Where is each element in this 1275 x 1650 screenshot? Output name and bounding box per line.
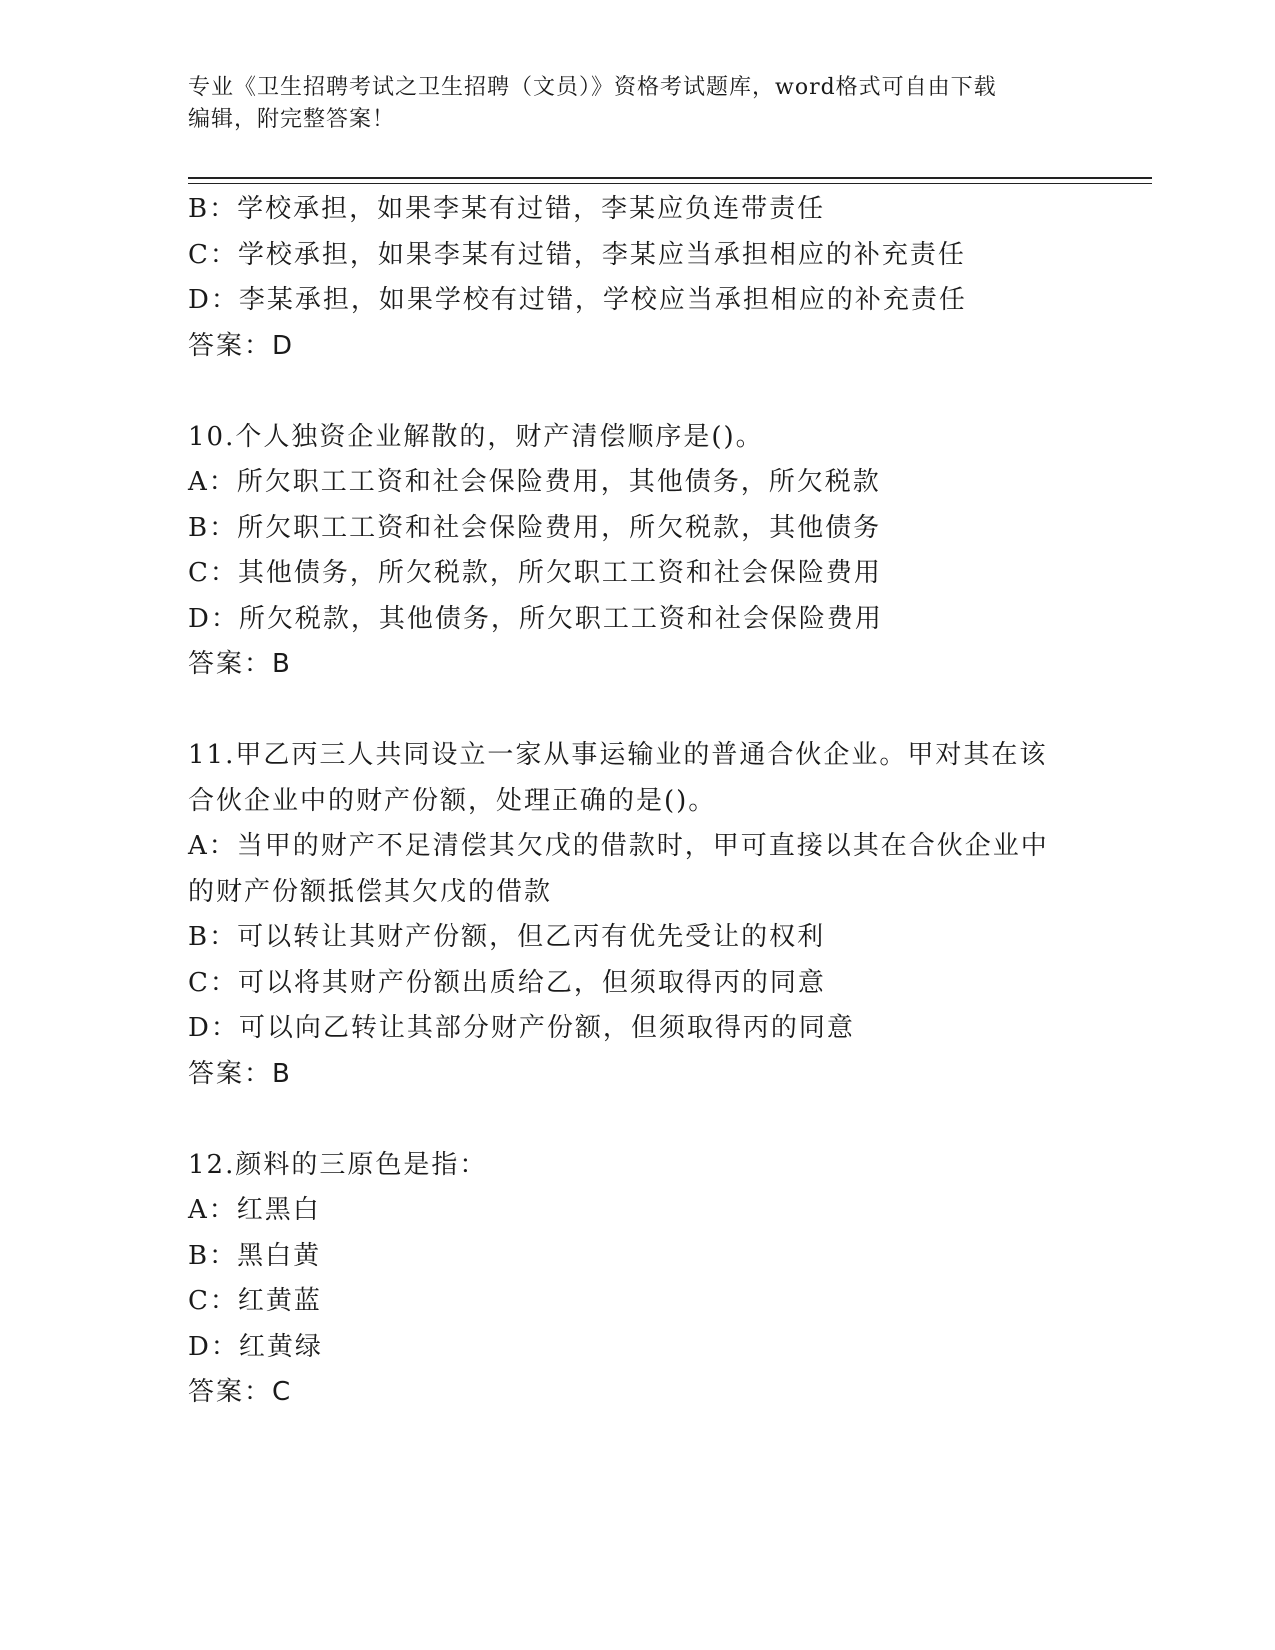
option-d: D：红黄绿 <box>188 1331 323 1362</box>
option-d: D：所欠税款，其他债务，所欠职工工资和社会保险费用 <box>188 603 883 634</box>
option-b: B：可以转让其财产份额，但乙丙有优先受让的权利 <box>188 922 826 952</box>
option-c: C：可以将其财产份额出质给乙，但须取得丙的同意 <box>188 967 826 998</box>
option-c: C：红黄蓝 <box>188 1286 322 1316</box>
header-rule-thin <box>188 183 1152 184</box>
question-9-tail <box>188 187 1088 369</box>
question-stem-line-2: 合伙企业中的财产份额，处理正确的是()。 <box>188 785 717 816</box>
question-stem-line-1: 11.甲乙丙三人共同设立一家从事运输业的普通合伙企业。甲对其在该 <box>188 740 1048 770</box>
spacer <box>188 369 1088 415</box>
option-a: A：所欠职工工资和社会保险费用，其他债务，所欠税款 <box>188 467 881 497</box>
option-a: A：红黑白 <box>188 1195 321 1225</box>
question-stem: 12.颜料的三原色是指： <box>188 1149 488 1180</box>
option-d: D：李某承担，如果学校有过错，学校应当承担相应的补充责任 <box>188 285 967 315</box>
answer: 答案：B <box>188 649 292 679</box>
document-header <box>188 72 1088 136</box>
option-b: B：学校承担，如果李某有过错，李某应负连带责任 <box>188 194 826 224</box>
question-list <box>188 187 1088 1416</box>
header-rule-thick <box>188 177 1152 179</box>
header-line-1: 专业《卫生招聘考试之卫生招聘（文员）》资格考试题库，word格式可自由下载 <box>188 75 997 100</box>
question-11 <box>188 733 1088 1097</box>
option-a-line-2: 的财产份额抵偿其欠戊的借款 <box>188 876 553 907</box>
question-10 <box>188 415 1088 688</box>
option-d: D：可以向乙转让其部分财产份额，但须取得丙的同意 <box>188 1013 855 1043</box>
answer: 答案：B <box>188 1058 292 1089</box>
answer: 答案：C <box>188 1377 293 1407</box>
answer: 答案：D <box>188 330 295 361</box>
option-c: C：学校承担，如果李某有过错，李某应当承担相应的补充责任 <box>188 239 966 270</box>
question-stem: 10.个人独资企业解散的，财产清偿顺序是()。 <box>188 421 764 452</box>
spacer <box>188 688 1088 734</box>
option-c: C：其他债务，所欠税款，所欠职工工资和社会保险费用 <box>188 558 882 588</box>
option-b: B：所欠职工工资和社会保险费用，所欠税款，其他债务 <box>188 512 882 543</box>
option-b: B：黑白黄 <box>188 1240 322 1271</box>
question-12 <box>188 1143 1088 1416</box>
spacer <box>188 1097 1088 1143</box>
header-line-2: 编辑，附完整答案！ <box>188 107 396 132</box>
option-a-line-1: A：当甲的财产不足清偿其欠戊的借款时，甲可直接以其在合伙企业中 <box>188 831 1049 861</box>
